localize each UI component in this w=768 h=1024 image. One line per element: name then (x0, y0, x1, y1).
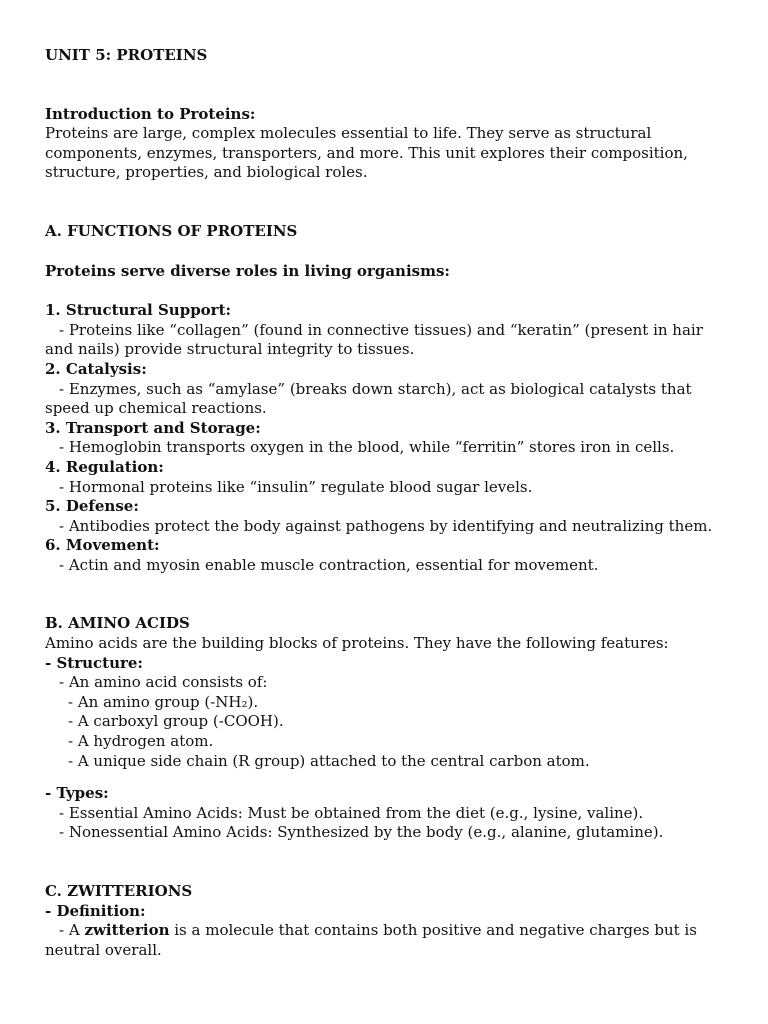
unit-title: UNIT 5: PROTEINS (45, 46, 208, 64)
structure-item: - A carboxyl group (-COOH). (68, 712, 284, 731)
function-text: - Antibodies protect the body against pathogens by identifying and neutralizing them. (59, 516, 713, 535)
function-title: 2. Catalysis: (45, 359, 147, 378)
function-title: 6. Movement: (45, 536, 160, 555)
function-title: 4. Regulation: (45, 457, 164, 476)
function-text: - Proteins like “collagen” (found in connective tissues) and “keratin” (present in hair and nails) provide structural integrity to tissues. (45, 320, 703, 359)
document-body (45, 46, 735, 960)
function-list (45, 301, 735, 575)
intro-heading: Introduction to Proteins: (45, 104, 256, 123)
function-title: 5. Defense: (45, 497, 139, 516)
section-c-heading: C. ZWITTERIONS (45, 882, 193, 900)
types-label: - Types: (45, 784, 109, 803)
structure-item: - An amino group (-NH₂). (68, 692, 259, 711)
intro-text: Proteins are large, complex molecules essential to life. They serve as structural components, enzymes, transporters, and more. This unit explores their composition, structure, properties, and biological roles. (45, 124, 688, 182)
definition-rest: is a molecule that contains both positive and negative charges but is neutral overall. (45, 921, 697, 959)
types-item: - Nonessential Amino Acids: Synthesized by the body (e.g., alanine, glutamine). (59, 823, 664, 842)
function-text: - Hemoglobin transports oxygen in the blood, while “ferritin” stores iron in cells. (59, 438, 675, 457)
section-a-lead: Proteins serve diverse roles in living organisms: (45, 261, 450, 280)
structure-lead: - An amino acid consists of: (59, 673, 268, 692)
definition-label: - Definition: (45, 901, 146, 920)
function-text: - Enzymes, such as “amylase” (breaks down starch), act as biological catalysts that speed up chemical reactions. (45, 379, 692, 418)
definition-text (45, 921, 735, 960)
structure-item: - A hydrogen atom. (68, 732, 214, 751)
section-a-heading: A. FUNCTIONS OF PROTEINS (45, 221, 298, 240)
function-text: - Actin and myosin enable muscle contraction, essential for movement. (59, 555, 599, 574)
definition-term: zwitterion (84, 921, 170, 940)
function-title: 1. Structural Support: (45, 301, 232, 320)
section-b-intro: Amino acids are the building blocks of proteins. They have the following features: (45, 634, 669, 653)
types-item: - Essential Amino Acids: Must be obtained from the diet (e.g., lysine, valine). (59, 803, 644, 822)
definition-prefix: - A (59, 921, 85, 940)
section-b-heading: B. AMINO ACIDS (45, 614, 190, 633)
function-title: 3. Transport and Storage: (45, 418, 261, 437)
function-text: - Hormonal proteins like “insulin” regulate blood sugar levels. (59, 477, 533, 496)
structure-label: - Structure: (45, 653, 143, 672)
structure-item: - A unique side chain (R group) attached to the central carbon atom. (68, 751, 590, 770)
